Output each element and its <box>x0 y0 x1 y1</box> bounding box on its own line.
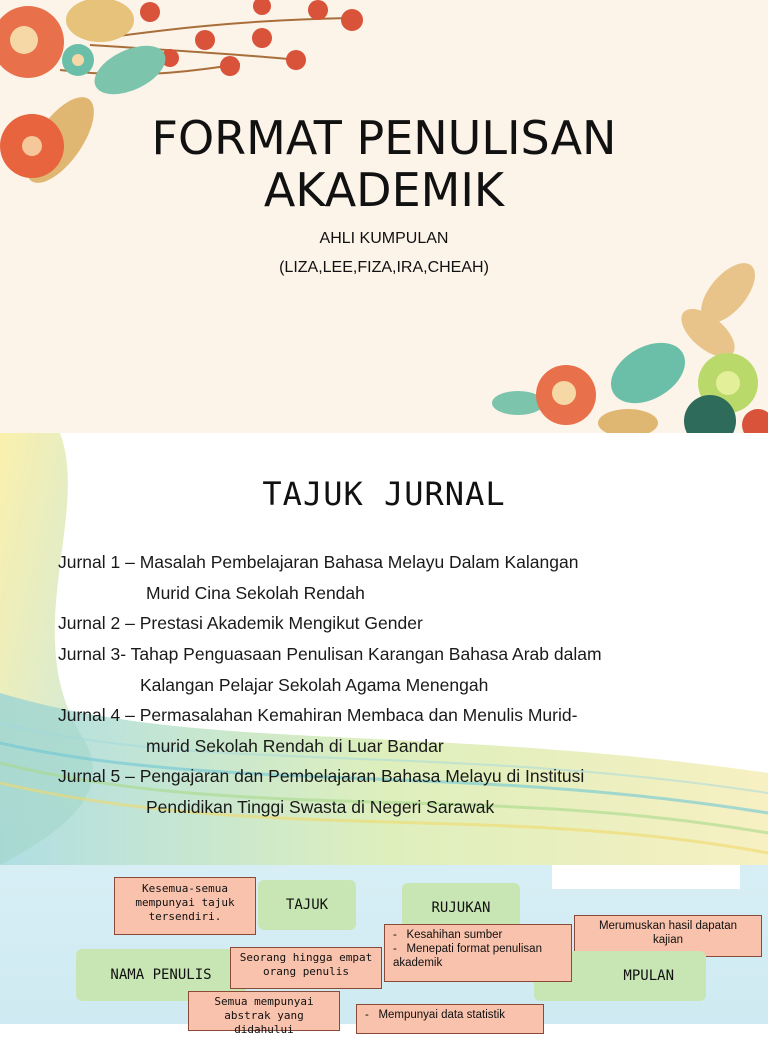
blank-white-box <box>552 865 740 889</box>
note-penulis: Seorang hingga empat orang penulis <box>230 947 382 989</box>
slide-title: TAJUK JURNAL <box>262 475 506 513</box>
journal-4-line-1: Jurnal 4 – Permasalahan Kemahiran Membaca dan Menulis Murid- <box>58 705 578 725</box>
rujukan-bullet-1 <box>393 928 567 942</box>
note-kesimpulan-line-2: kajian <box>652 934 684 946</box>
journal-5-line-1: Jurnal 5 – Pengajaran dan Pembelajaran Bahasa Melayu di Institusi <box>58 766 585 786</box>
journal-item-3 <box>58 639 748 700</box>
dash-3: - <box>365 1009 369 1021</box>
group-members-names: (LIZA,LEE,FIZA,IRA,CHEAH) <box>279 259 489 276</box>
format-diagram-slide <box>0 865 768 1036</box>
note-statistik-text: Mempunyai data statistik <box>378 1009 505 1021</box>
journal-item-4 <box>58 700 748 761</box>
node-tajuk: TAJUK <box>258 880 356 930</box>
note-abstrak <box>188 991 340 1036</box>
journal-2-line-1: Jurnal 2 – Prestasi Akademik Mengikut Gender <box>58 613 423 633</box>
journal-3-line-2: Kalangan Pelajar Sekolah Agama Menengah <box>140 674 489 695</box>
node-kesimpulan: MPULAN <box>534 951 706 1001</box>
presentation-title <box>0 112 768 216</box>
journal-1-line-2: Murid Cina Sekolah Rendah <box>146 582 365 603</box>
journal-5-line-2: Pendidikan Tinggi Swasta di Negeri Sarawak <box>146 796 495 817</box>
rujukan-bullet-2-text: Menepati format penulisan akademik <box>393 943 542 969</box>
note-kesimpulan-line-1: Merumuskan hasil dapatan <box>598 920 738 932</box>
note-abstrak-line-2: abstrak yang didahului <box>224 1009 304 1036</box>
title-slide <box>0 0 768 433</box>
title-line-1: FORMAT PENULISAN <box>151 111 617 165</box>
node-rujukan: RUJUKAN <box>402 883 520 933</box>
group-members-label: AHLI KUMPULAN <box>319 230 449 247</box>
title-line-2: AKADEMIK <box>263 163 505 217</box>
dash-1: - <box>393 929 397 941</box>
journal-3-line-1: Jurnal 3- Tahap Penguasaan Penulisan Karangan Bahasa Arab dalam <box>58 644 602 664</box>
journal-item-5 <box>58 761 748 822</box>
rujukan-bullet-2 <box>393 942 567 970</box>
journal-item-1 <box>58 547 748 608</box>
journal-item-2 <box>58 608 748 639</box>
journal-titles-slide <box>0 433 768 865</box>
note-tajuk: Kesemua-semua mempunyai tajuk tersendiri. <box>114 877 256 935</box>
dash-2: - <box>393 943 397 955</box>
journal-4-line-2: murid Sekolah Rendah di Luar Bandar <box>146 735 444 756</box>
node-nama-penulis: NAMA PENULIS <box>76 949 246 1001</box>
floral-decoration-bottom-right <box>478 253 768 433</box>
note-rujukan <box>384 924 572 982</box>
rujukan-bullet-1-text: Kesahihan sumber <box>406 929 503 941</box>
note-abstrak-line-1: Semua mempunyai <box>214 995 314 1008</box>
journal-1-line-1: Jurnal 1 – Masalah Pembelajaran Bahasa Melayu Dalam Kalangan <box>58 552 579 572</box>
note-statistik <box>356 1004 544 1034</box>
